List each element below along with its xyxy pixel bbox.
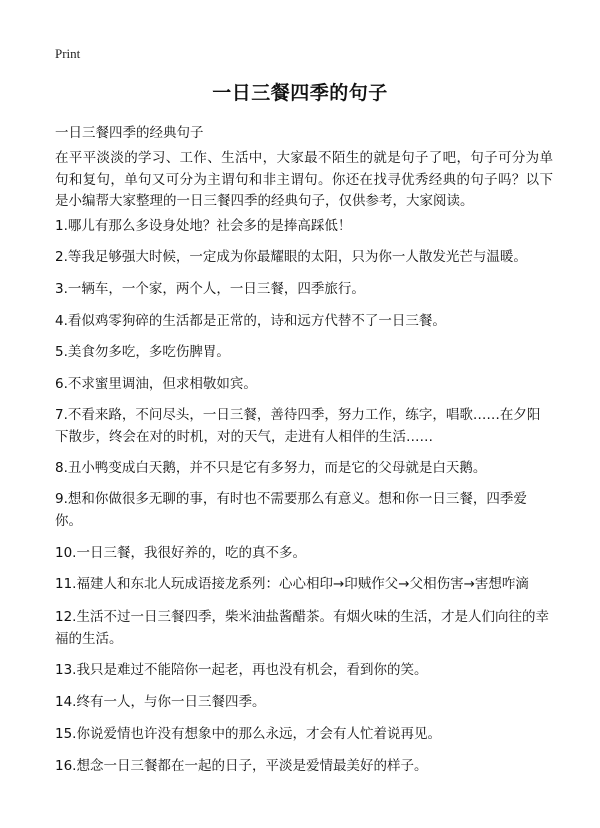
- sentence-item-3: 3.一辆车，一个家，两个人，一日三餐，四季旅行。: [55, 281, 365, 297]
- sentence-item-14: 14.终有一人，与你一日三餐四季。: [55, 694, 266, 710]
- sentence-item-7: 7.不看来路，不问尽头，一日三餐，善待四季，努力工作，练字，唱歌……在夕阳下散步，终会在对的时机，对的天气，走进有人相伴的生活……: [55, 407, 541, 445]
- section-subtitle: 一日三餐四季的经典句子: [55, 125, 204, 141]
- sentence-item-6: 6.不求蜜里调油，但求相敬如宾。: [55, 376, 257, 392]
- page-title: 一日三餐四季的句子: [212, 82, 388, 104]
- sentence-item-2: 2.等我足够强大时候，一定成为你最耀眼的太阳，只为你一人散发光芒与温暖。: [55, 249, 527, 265]
- sentence-item-8: 8.丑小鸭变成白天鹅，并不只是它有多努力，而是它的父母就是白天鹅。: [55, 460, 487, 476]
- print-link[interactable]: Print: [55, 46, 81, 61]
- sentence-item-12: 12.生活不过一日三餐四季，柴米油盐酱醋茶。有烟火味的生活，才是人们向往的幸福的生活。: [55, 609, 549, 647]
- sentence-item-1: 1.哪儿有那么多设身处地？社会多的是捧高踩低！: [55, 218, 352, 234]
- sentence-item-15: 15.你说爱情也许没有想象中的那么永远，才会有人忙着说再见。: [55, 726, 441, 742]
- sentence-item-16: 16.想念一日三餐都在一起的日子，平淡是爱情最美好的样子。: [55, 758, 428, 774]
- sentence-item-9: 9.想和你做很多无聊的事，有时也不需要那么有意义。想和你一日三餐，四季爱你。: [55, 491, 527, 529]
- intro-paragraph: 在平平淡淡的学习、工作、生活中，大家最不陌生的就是句子了吧，句子可分为单句和复句，单句又可分为主谓句和非主谓句。你还在找寻优秀经典的句子吗？以下是小编帮大家整理的一日三餐四季的经典句子，仅供参考，大家阅读。: [55, 150, 553, 209]
- sentence-item-4: 4.看似鸡零狗碎的生活都是正常的，诗和远方代替不了一日三餐。: [55, 313, 446, 329]
- sentence-item-13: 13.我只是难过不能陪你一起老，再也没有机会，看到你的笑。: [55, 662, 428, 678]
- sentence-item-5: 5.美食勿多吃，多吃伤脾胃。: [55, 344, 230, 360]
- sentence-item-10: 10.一日三餐，我很好养的，吃的真不多。: [55, 545, 306, 561]
- sentence-item-11: 11.福建人和东北人玩成语接龙系列：心心相印→印贼作父→父相伤害→害想咋滴: [55, 576, 529, 592]
